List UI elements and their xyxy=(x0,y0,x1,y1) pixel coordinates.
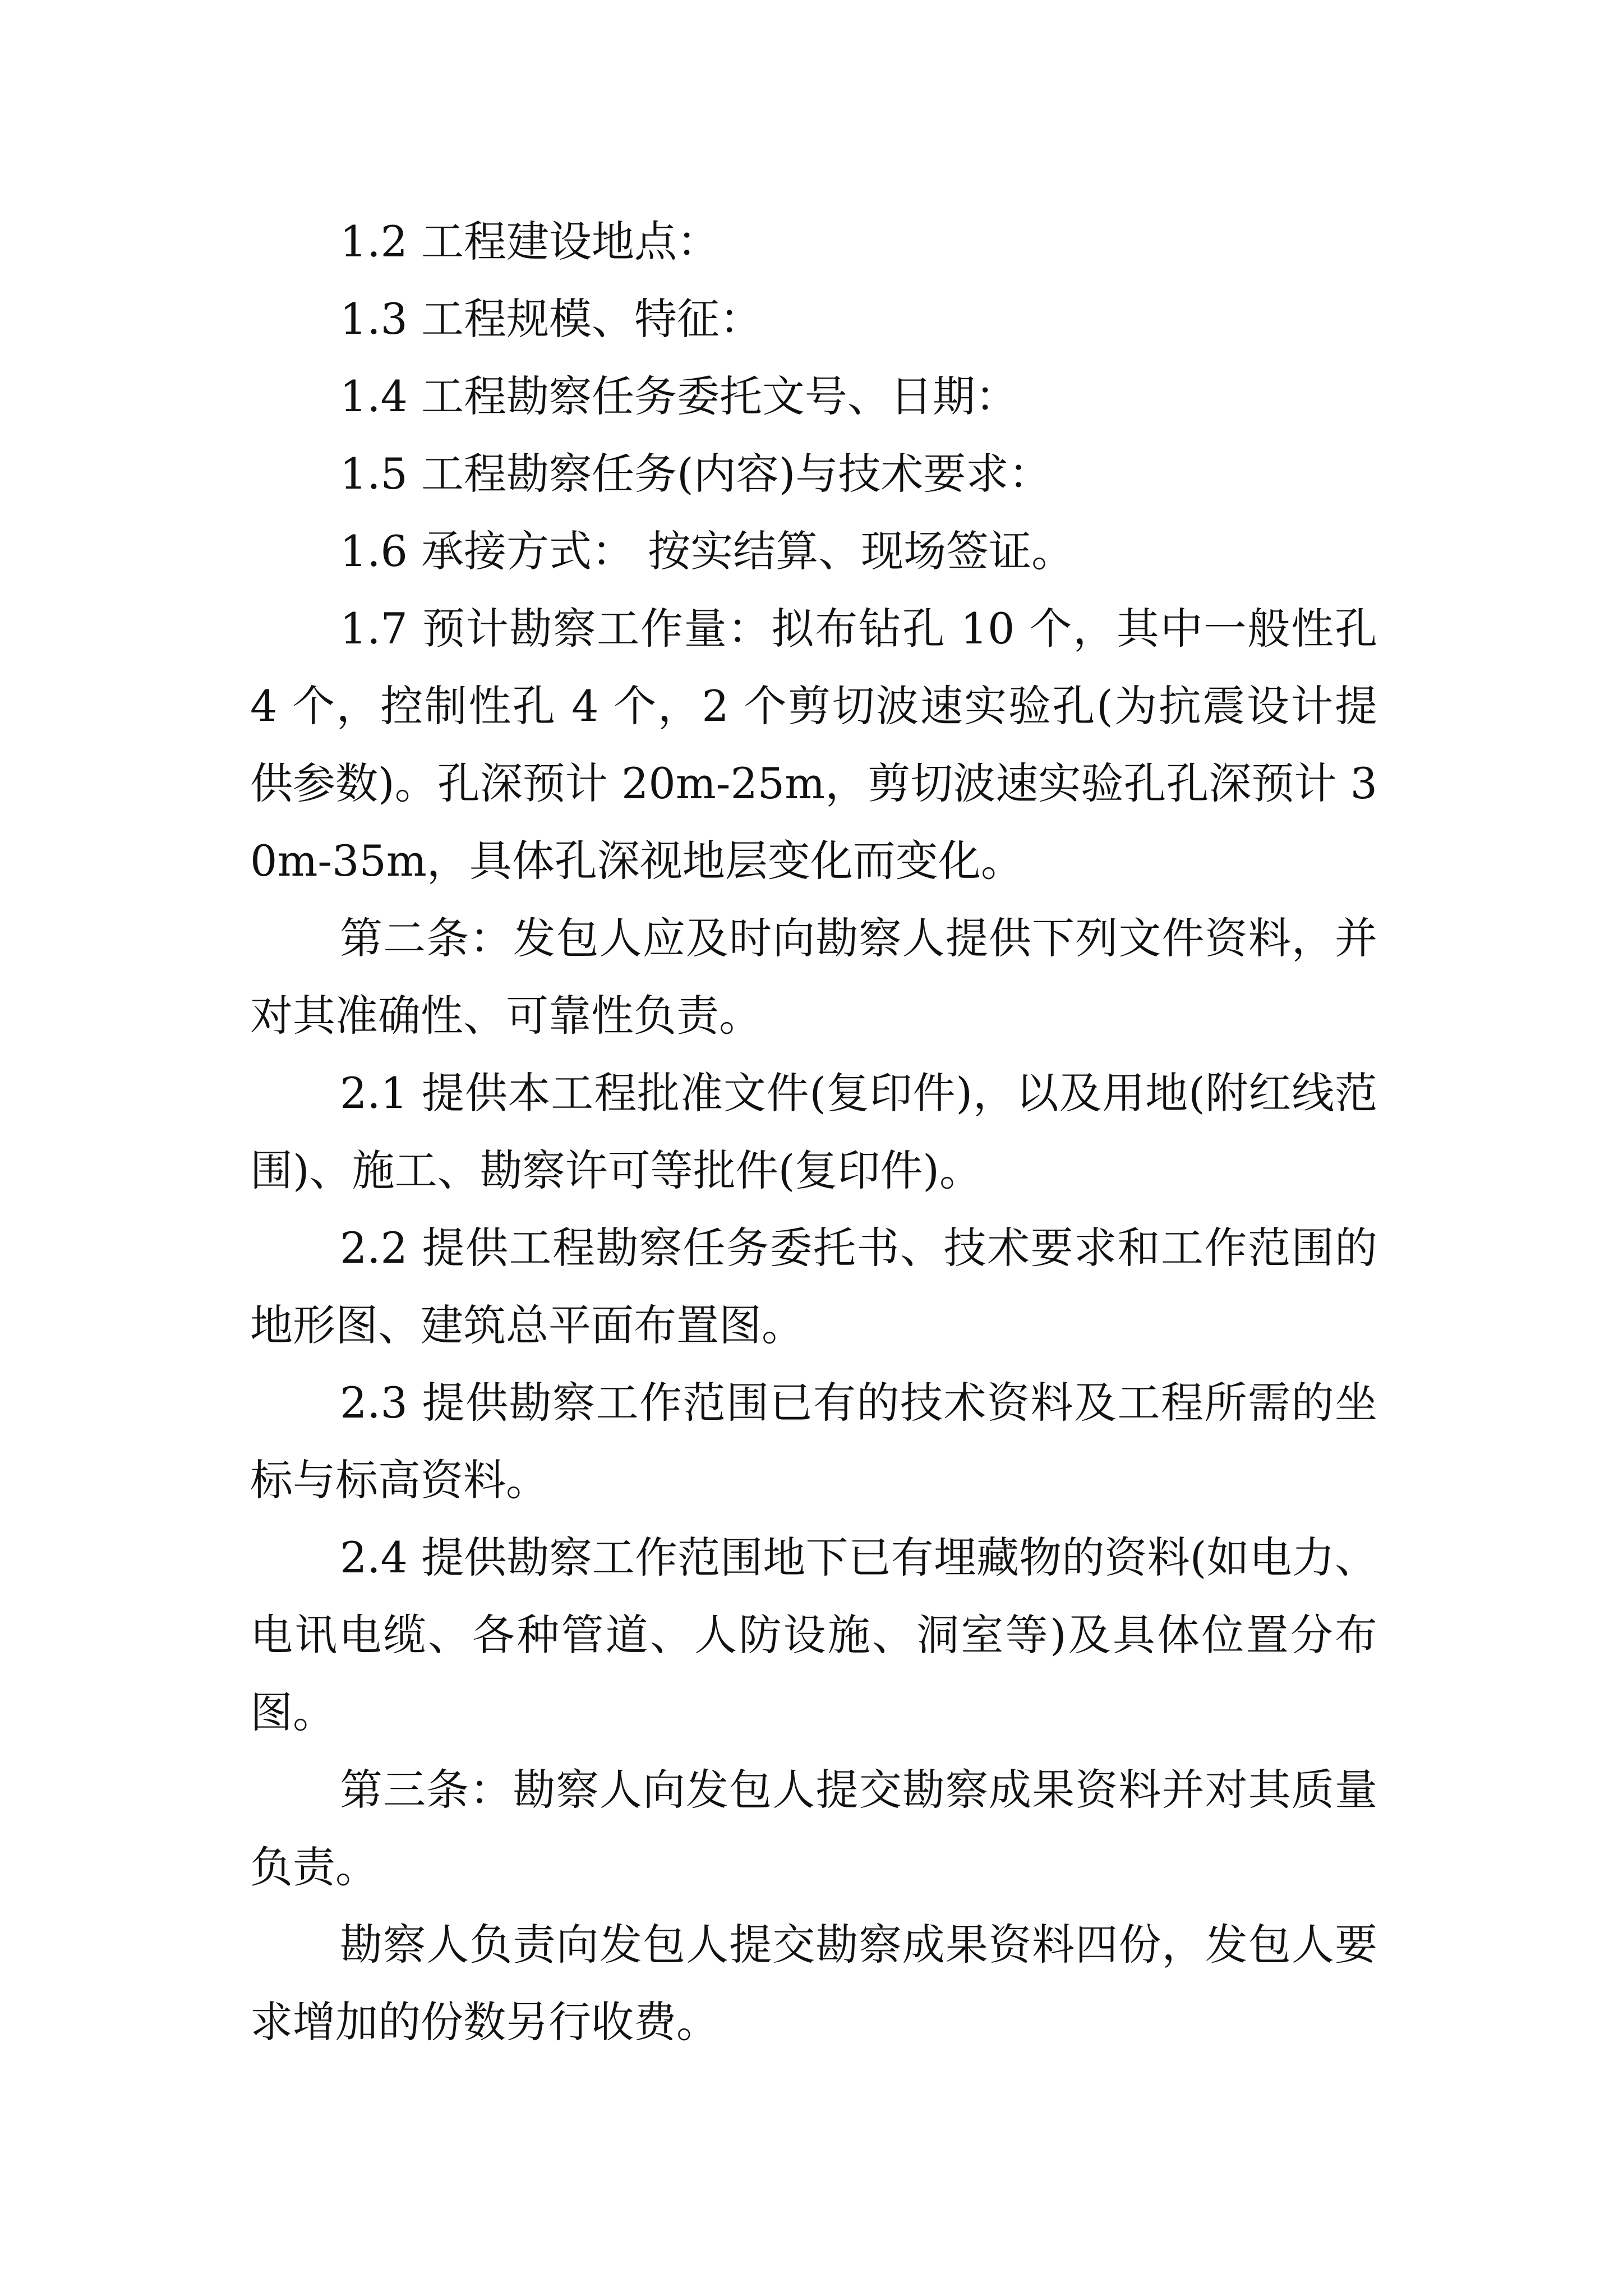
document-body xyxy=(250,203,1377,2061)
paragraph-2-1: 2.1 提供本工程批准文件(复印件)，以及用地(附红线范围)、施工、勘察许可等批件(复印件)。 xyxy=(250,1068,1377,1195)
paragraph-1-5: 1.5 工程勘察任务(内容)与技术要求： xyxy=(340,449,1052,499)
paragraph-deliverables: 勘察人负责向发包人提交勘察成果资料四份，发包人要求增加的份数另行收费。 xyxy=(250,1920,1377,2047)
paragraph-1-4: 1.4 工程勘察任务委托文号、日期： xyxy=(340,371,1018,421)
paragraph-1-3: 1.3 工程规模、特征： xyxy=(340,294,763,344)
paragraph-article-2: 第二条：发包人应及时向勘察人提供下列文件资料，并对其准确性、可靠性负责。 xyxy=(250,913,1377,1041)
paragraph-1-2: 1.2 工程建设地点： xyxy=(340,217,720,266)
paragraph-2-4: 2.4 提供勘察工作范围地下已有埋藏物的资料(如电力、电讯电缆、各种管道、人防设施、洞室等)及具体位置分布图。 xyxy=(250,1533,1377,1737)
paragraph-article-3: 第三条：勘察人向发包人提交勘察成果资料并对其质量负责。 xyxy=(250,1765,1377,1892)
paragraph-2-2: 2.2 提供工程勘察任务委托书、技术要求和工作范围的地形图、建筑总平面布置图。 xyxy=(250,1223,1377,1350)
paragraph-1-7: 1.7 预计勘察工作量：拟布钻孔 10 个，其中一般性孔 4 个，控制性孔 4 个，2 个剪切波速实验孔(为抗震设计提供参数)。孔深预计 20m-25m，剪切波速实验孔孔深预计 30m-35m，具体孔深视地层变化而变化。 xyxy=(250,604,1377,886)
paragraph-2-3: 2.3 提供勘察工作范围已有的技术资料及工程所需的坐标与标高资料。 xyxy=(250,1378,1377,1505)
paragraph-1-6: 1.6 承接方式： 按实结算、现场签证。 xyxy=(340,526,1075,576)
